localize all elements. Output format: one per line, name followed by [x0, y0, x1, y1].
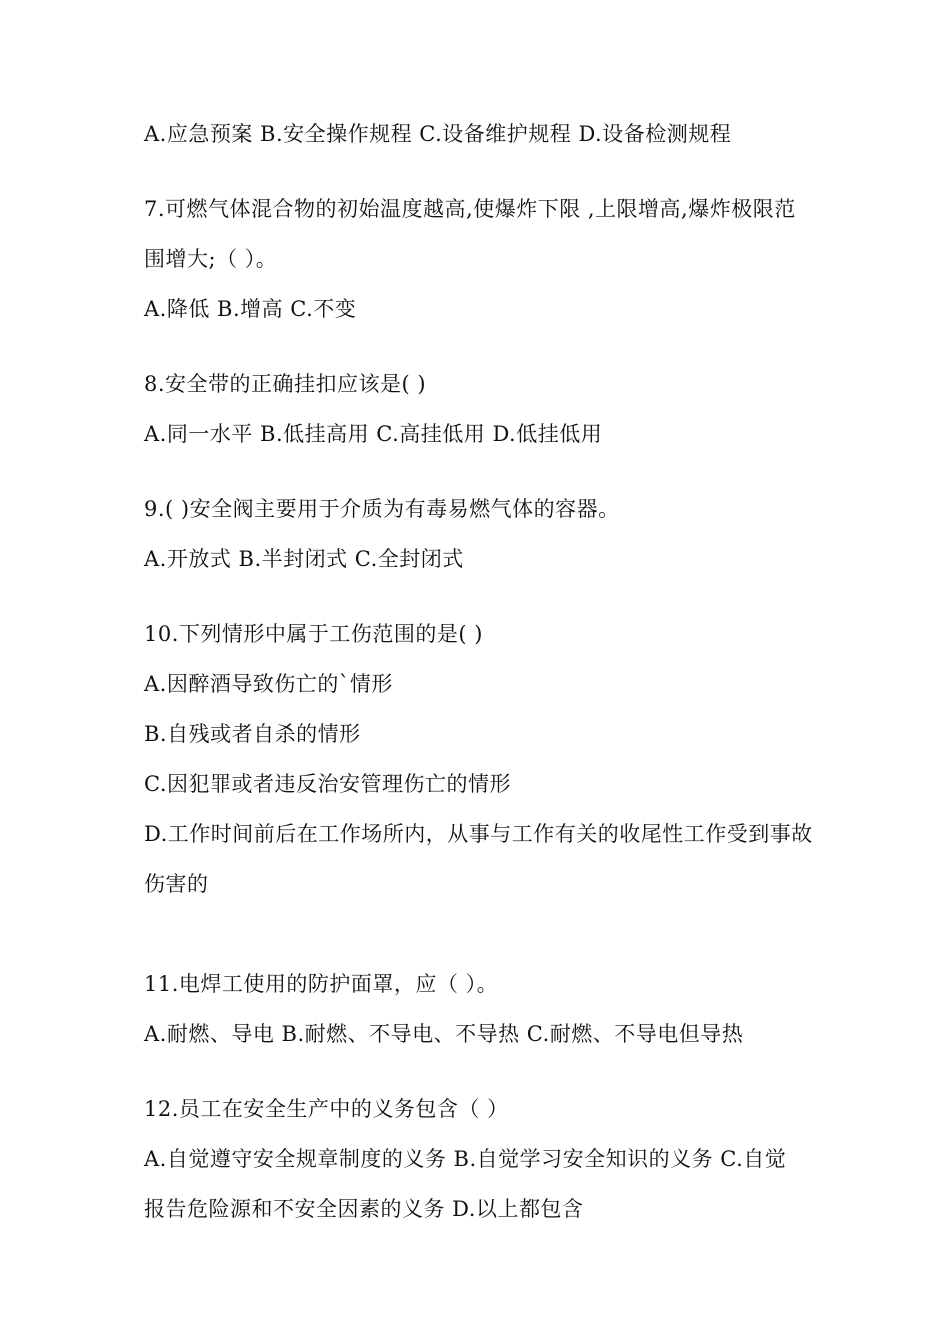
q12-options-line2: 报告危险源和不安全因素的义务 D.以上都包含 [144, 1197, 584, 1221]
q8-text: 8.安全带的正确挂扣应该是( ) [144, 372, 427, 396]
q9-text: 9.( )安全阀主要用于介质为有毒易燃气体的容器。 [144, 497, 620, 521]
q11-text: 11.电焊工使用的防护面罩，应（ ）。 [144, 972, 499, 996]
q7-options: A.降低 B.增高 C.不变 [144, 297, 357, 321]
q10-option-b: B.自残或者自杀的情形 [144, 722, 361, 746]
q7-text-line2: 围增大;（ ）。 [144, 247, 278, 271]
q10-option-a: A.因醉酒导致伤亡的`情形 [144, 672, 393, 696]
q10-text: 10.下列情形中属于工伤范围的是( ) [144, 622, 483, 646]
q10-option-d-line1: D.工作时间前后在工作场所内，从事与工作有关的收尾性工作受到事故 [144, 822, 813, 846]
q10-option-d-line2: 伤害的 [144, 872, 209, 896]
q7-text-line1: 7.可燃气体混合物的初始温度越高,使爆炸下限 ,上限增高,爆炸极限范 [144, 197, 796, 221]
q10-option-c: C.因犯罪或者违反治安管理伤亡的情形 [144, 772, 511, 796]
q8-options: A.同一水平 B.低挂高用 C.高挂低用 D.低挂低用 [144, 422, 603, 446]
q12-text: 12.员工在安全生产中的义务包含（ ） [144, 1097, 509, 1121]
q12-options-line1: A.自觉遵守安全规章制度的义务 B.自觉学习安全知识的义务 C.自觉 [144, 1147, 787, 1171]
q11-options: A.耐燃、导电 B.耐燃、不导电、不导热 C.耐燃、不导电但导热 [144, 1022, 744, 1046]
q9-options: A.开放式 B.半封闭式 C.全封闭式 [144, 547, 464, 571]
q6-options: A.应急预案 B.安全操作规程 C.设备维护规程 D.设备检测规程 [144, 122, 732, 146]
